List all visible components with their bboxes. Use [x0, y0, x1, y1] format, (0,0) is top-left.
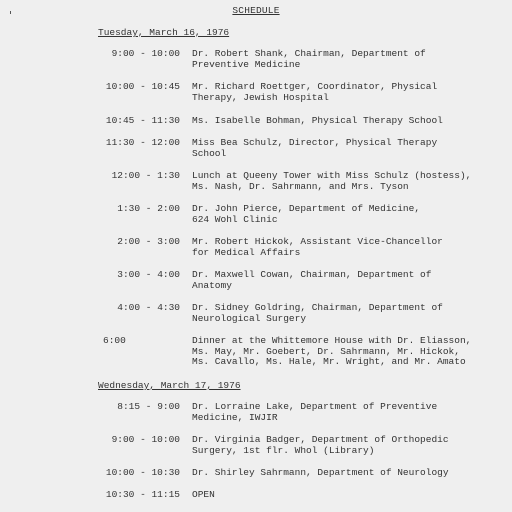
entry-time: 11:30 - 12:00 [105, 137, 180, 148]
entry-description: Dinner at the Whittemore House with Dr. Eliasson, Ms. May, Mr. Goebert, Dr. Sahrmann, Mr. Hickok, Ms. Cavallo, Ms. Hale, Mr. Wright, and Mr. Amato [192, 335, 472, 367]
day-heading-wednesday: Wednesday, March 17, 1976 [98, 380, 241, 391]
entry-time: 12:00 - 1:30 [111, 170, 180, 181]
entry-time: 10:30 - 11:15 [105, 489, 180, 500]
entry-time: 9:00 - 10:00 [111, 434, 180, 445]
entry-description: Lunch at Queeny Tower with Miss Schulz (hostess), Ms. Nash, Dr. Sahrmann, and Mrs. Tyson [192, 170, 472, 192]
entry-description: Dr. John Pierce, Department of Medicine, 624 Wohl Clinic [192, 203, 421, 225]
entry-description: Dr. Maxwell Cowan, Chairman, Department of Anatomy [192, 269, 432, 291]
entry-description: Mr. Richard Roettger, Coordinator, Physical Therapy, Jewish Hospital [192, 81, 438, 103]
entry-time: 4:00 - 4:30 [117, 302, 180, 313]
entry-time: 2:00 - 3:00 [117, 236, 180, 247]
page-title-text: SCHEDULE [232, 5, 280, 16]
entry-description: OPEN [192, 489, 215, 500]
entry-description: Dr. Lorraine Lake, Department of Preventive Medicine, IWJIR [192, 401, 438, 423]
entry-time: 8:15 - 9:00 [117, 401, 180, 412]
entry-description: Dr. Shirley Sahrmann, Department of Neurology [192, 467, 449, 478]
entry-time: 3:00 - 4:00 [117, 269, 180, 280]
entry-time: 6:00 [103, 335, 126, 346]
entry-description: Dr. Virginia Badger, Department of Orthopedic Surgery, 1st flr. Whol (Library) [192, 434, 449, 456]
entry-description: Mr. Robert Hickok, Assistant Vice-Chancellor for Medical Affairs [192, 236, 443, 258]
entry-time: 10:00 - 10:45 [105, 81, 180, 92]
entry-description: Dr. Sidney Goldring, Chairman, Department of Neurological Surgery [192, 302, 443, 324]
entry-time: 10:00 - 10:30 [105, 467, 180, 478]
entry-time: 9:00 - 10:00 [111, 48, 180, 59]
entry-description: Dr. Robert Shank, Chairman, Department of Preventive Medicine [192, 48, 426, 70]
page-title [0, 5, 512, 16]
entry-time: 1:30 - 2:00 [117, 203, 180, 214]
entry-description: Ms. Isabelle Bohman, Physical Therapy School [192, 115, 443, 126]
entry-description: Miss Bea Schulz, Director, Physical Therapy School [192, 137, 438, 159]
day-heading-tuesday: Tuesday, March 16, 1976 [98, 27, 230, 38]
entry-time: 10:45 - 11:30 [105, 115, 180, 126]
